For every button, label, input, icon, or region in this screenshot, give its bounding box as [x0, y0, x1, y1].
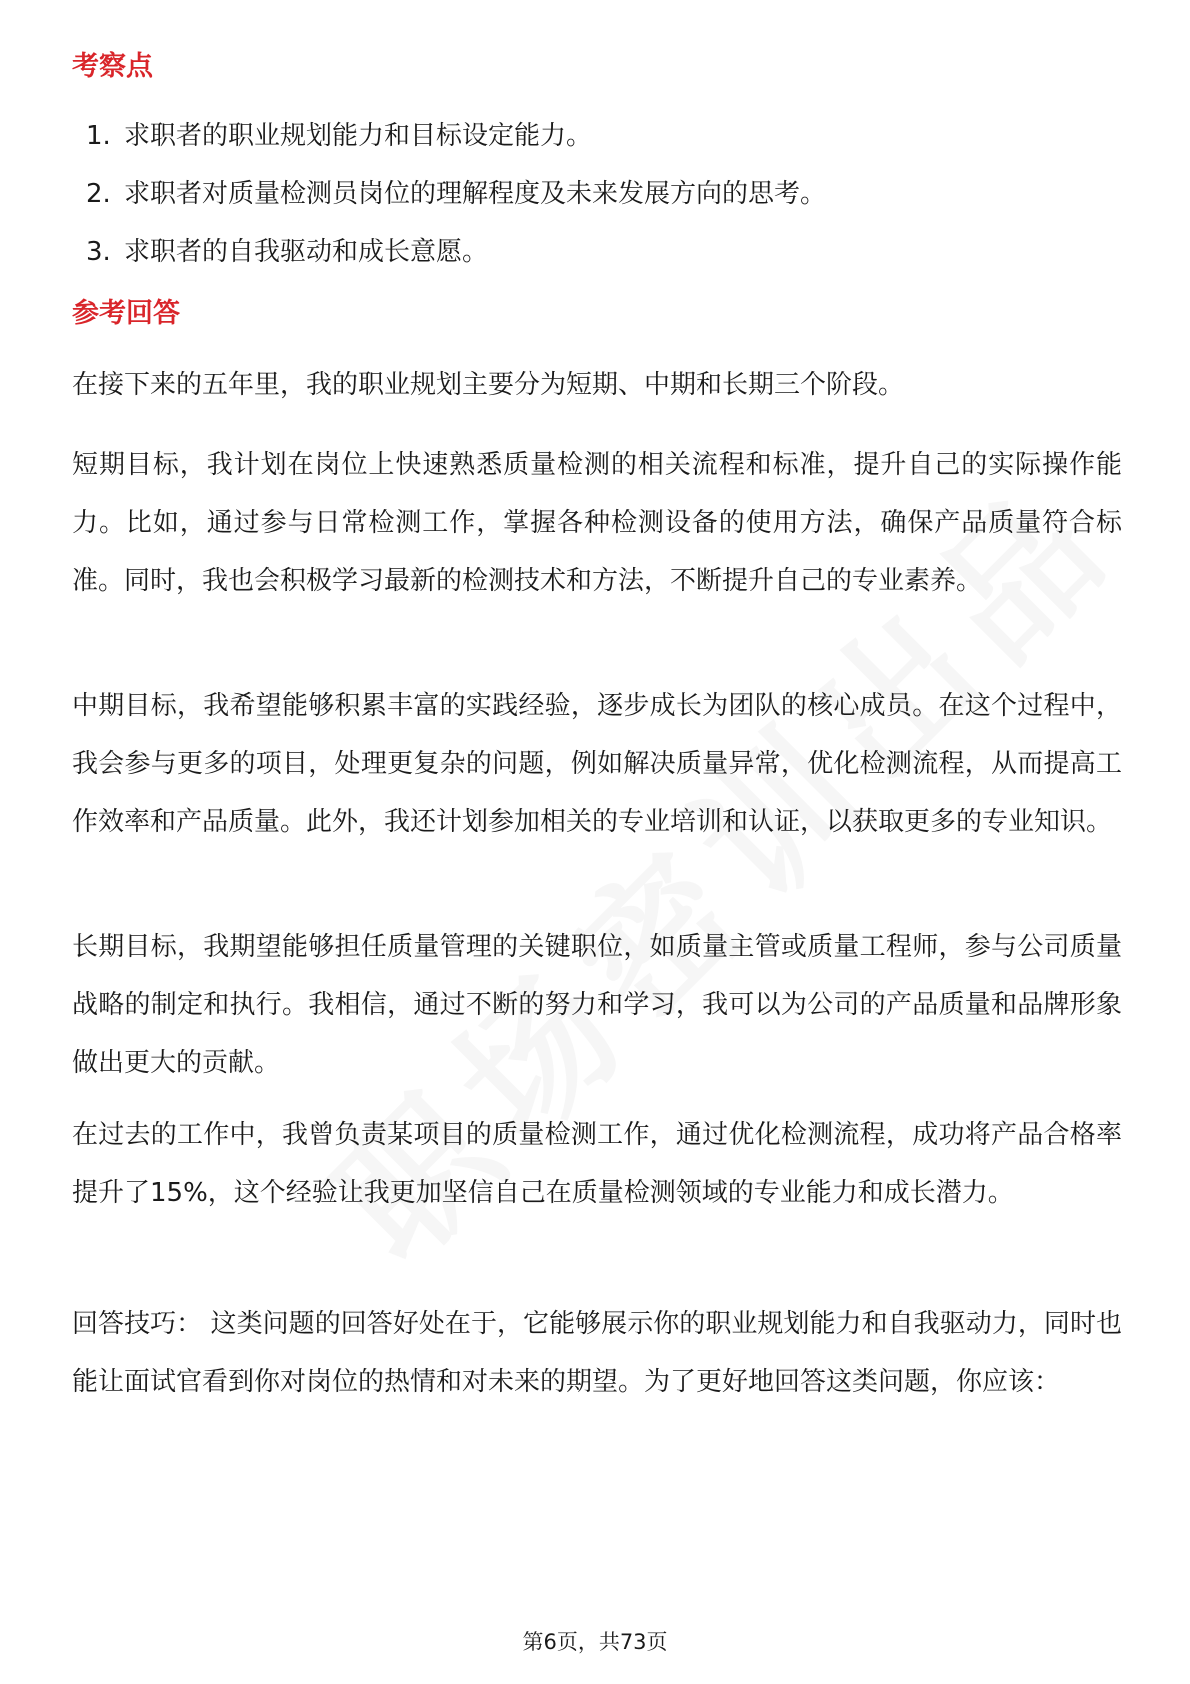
- list-item-text: 求职者的职业规划能力和目标设定能力。: [124, 121, 593, 151]
- section-title-inspection-points: 考察点: [72, 51, 153, 82]
- paragraph-past-experience: 在过去的工作中，我曾负责某项目的质量检测工作，通过优化检测流程，成功将产品合格率提升了15%，这个经验让我更加坚信自己在质量检测领域的专业能力和成长潜力。: [72, 1120, 1122, 1208]
- page-number: 第6页，共73页: [522, 1630, 668, 1654]
- paragraph-mid-term: 中期目标，我希望能够积累丰富的实践经验，逐步成长为团队的核心成员。在这个过程中，我会参与更多的项目，处理更复杂的问题，例如解决质量异常，优化检测流程，从而提高工作效率和产品质量。此外，我还计划参加相关的专业培训和认证，以获取更多的专业知识。: [72, 691, 1122, 837]
- list-item-number: 2.: [86, 179, 111, 209]
- paragraph-long-term: 长期目标，我期望能够担任质量管理的关键职位，如质量主管或质量工程师，参与公司质量战略的制定和执行。我相信，通过不断的努力和学习，我可以为公司的产品质量和品牌形象做出更大的贡献。: [72, 932, 1122, 1078]
- list-item-text: 求职者的自我驱动和成长意愿。: [124, 237, 489, 267]
- list-item: [86, 165, 826, 223]
- section-title-reference-answer: 参考回答: [72, 298, 180, 329]
- list-item: [86, 107, 826, 165]
- list-item-text: 求职者对质量检测员岗位的理解程度及未来发展方向的思考。: [124, 179, 827, 209]
- list-item-number: 1.: [86, 121, 111, 151]
- paragraph-intro: 在接下来的五年里，我的职业规划主要分为短期、中期和长期三个阶段。: [72, 370, 905, 400]
- paragraph-short-term: 短期目标，我计划在岗位上快速熟悉质量检测的相关流程和标准，提升自己的实际操作能力。比如，通过参与日常检测工作，掌握各种检测设备的使用方法，确保产品质量符合标准。同时，我也会积极学习最新的检测技术和方法，不断提升自己的专业素养。: [72, 450, 1122, 596]
- list-item-number: 3.: [86, 237, 111, 267]
- inspection-points-list: [86, 107, 826, 281]
- paragraph-tips: 回答技巧： 这类问题的回答好处在于，它能够展示你的职业规划能力和自我驱动力，同时也能让面试官看到你对岗位的热情和对未来的期望。为了更好地回答这类问题，你应该：: [72, 1309, 1122, 1397]
- list-item: [86, 223, 826, 281]
